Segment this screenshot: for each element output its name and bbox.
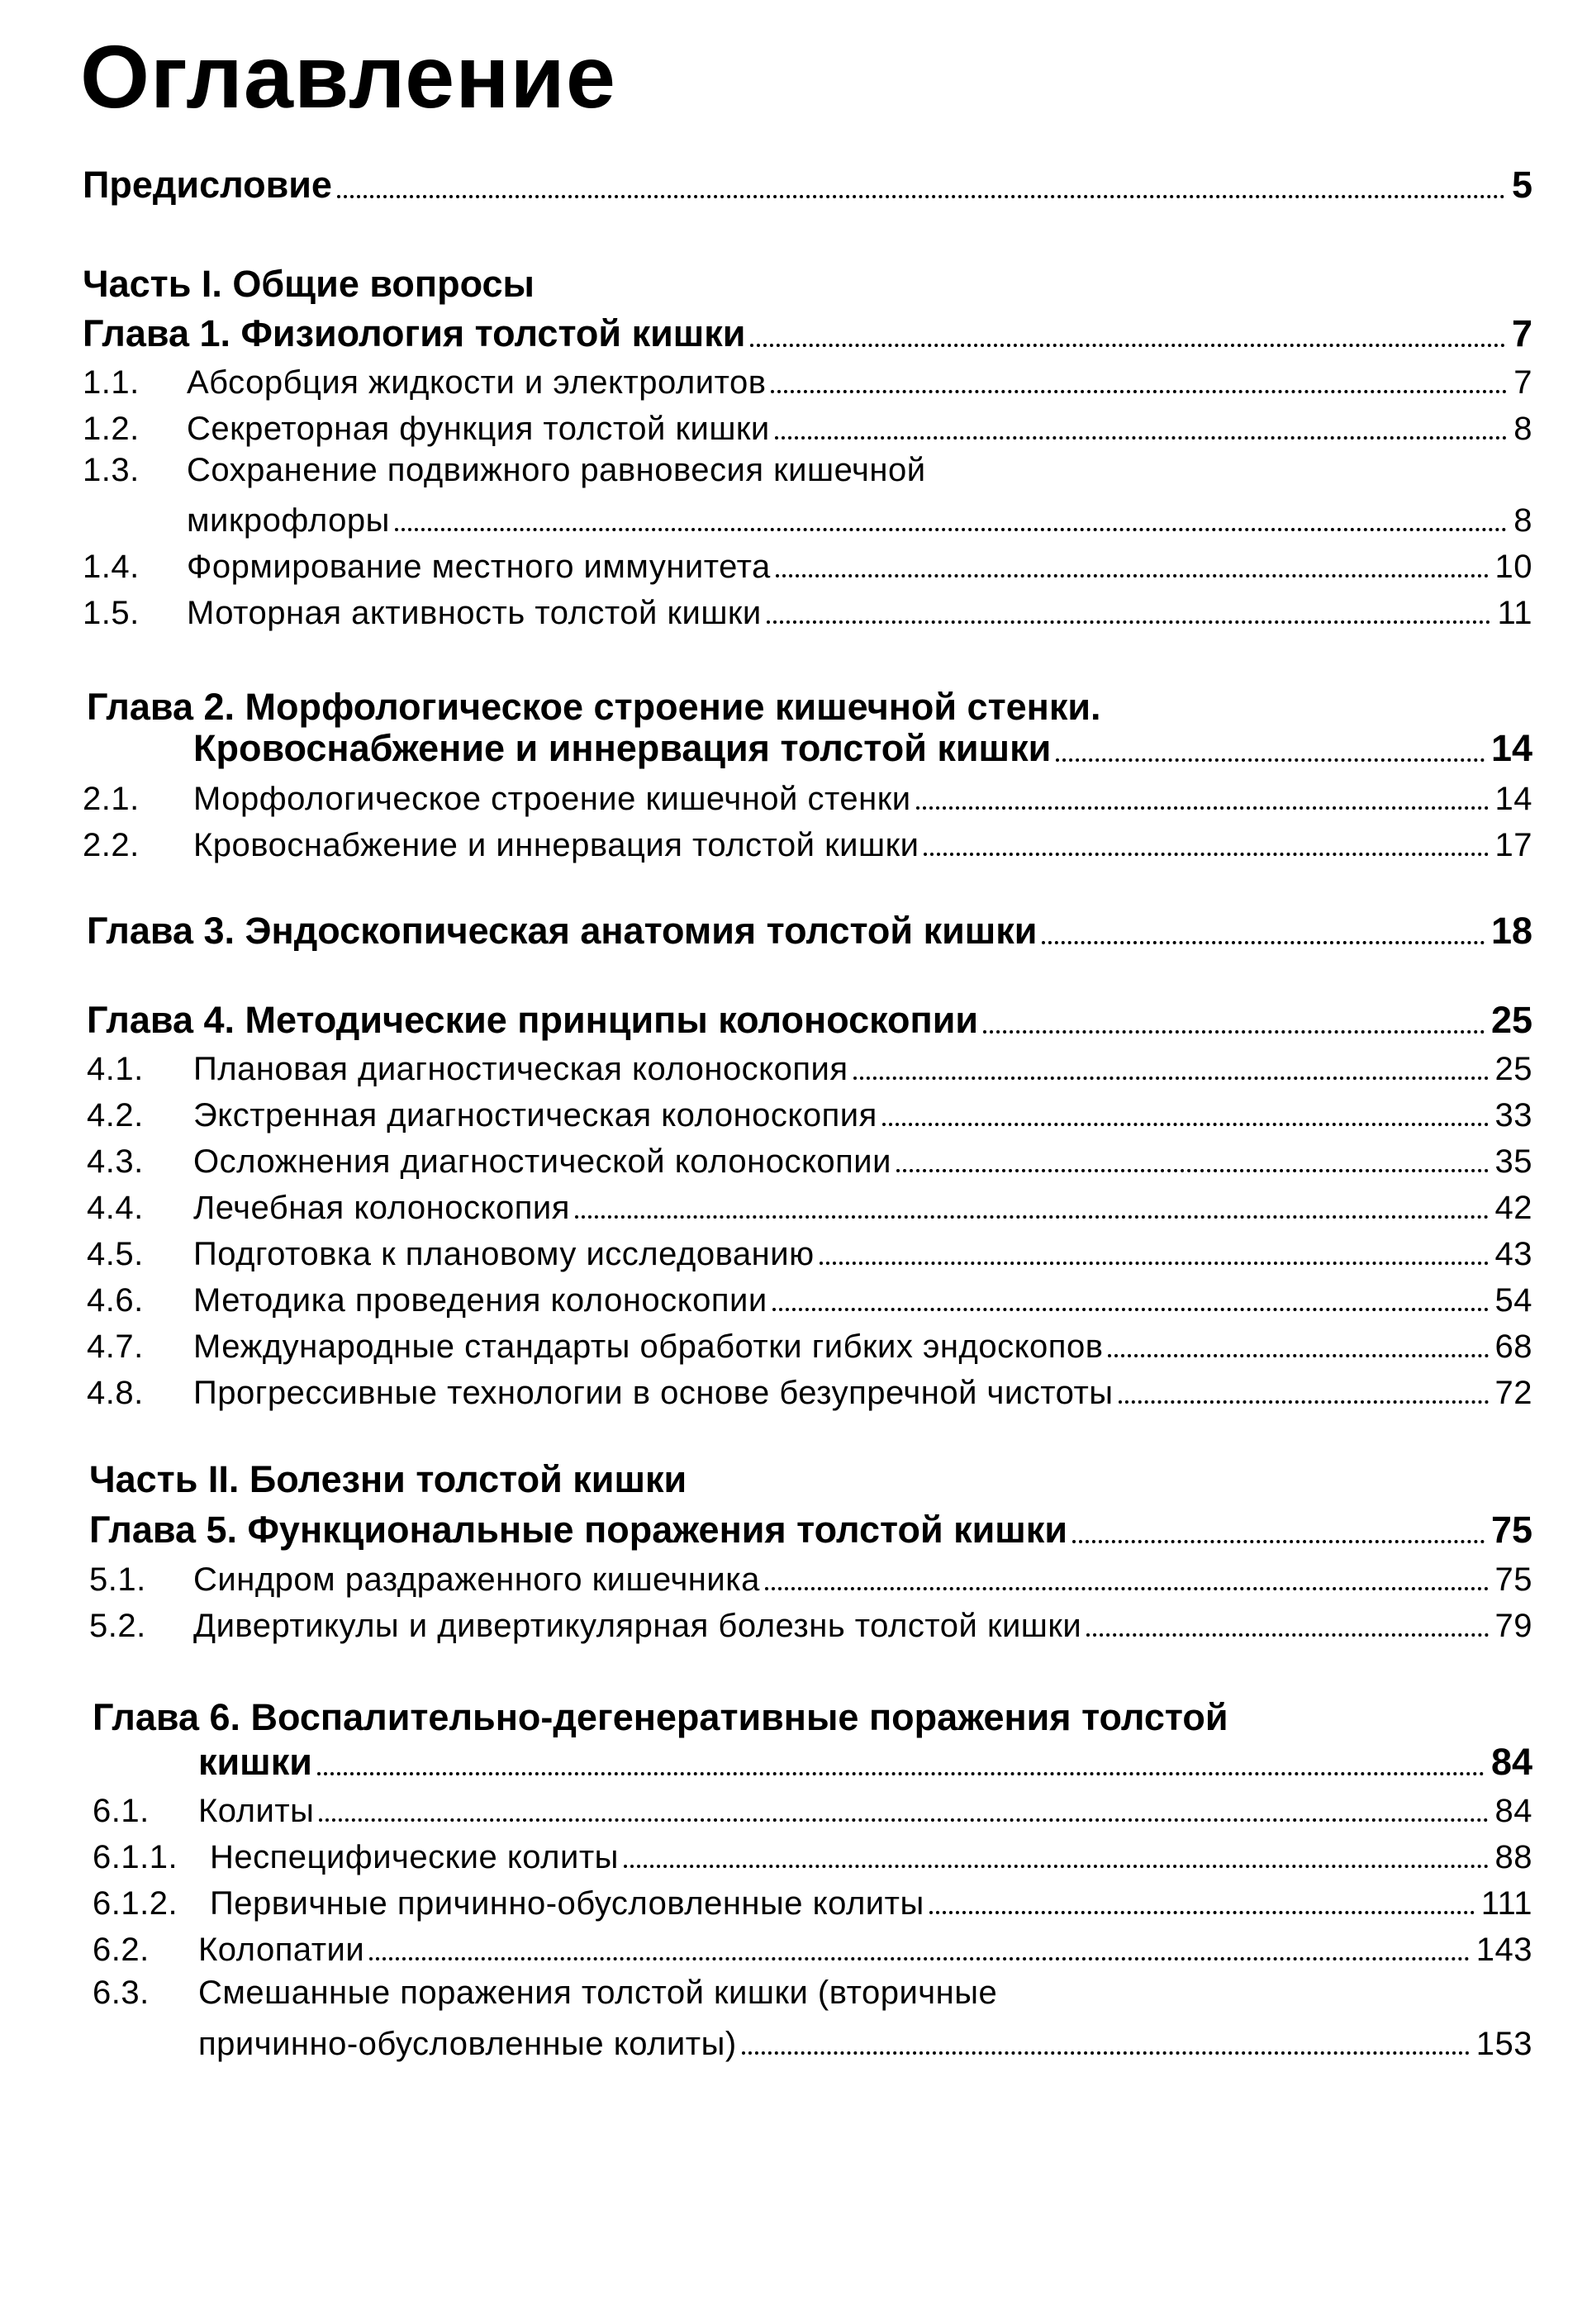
section-number: 5.2. xyxy=(89,1608,146,1644)
section-number: 2.1. xyxy=(83,781,140,817)
toc-section[interactable] xyxy=(87,1366,1532,1412)
toc-page-number: 14 xyxy=(1490,727,1532,769)
section-number: 4.3. xyxy=(87,1143,144,1180)
section-label: Секреторная функция толстой кишки xyxy=(187,411,770,447)
toc-section-continuation[interactable] xyxy=(198,2017,1532,2063)
dot-leader xyxy=(337,195,1505,198)
toc-page-number: 54 xyxy=(1494,1282,1532,1319)
section-number: 4.7. xyxy=(87,1328,144,1365)
toc-page-number: 14 xyxy=(1494,781,1532,817)
toc-chapter-label: Глава 4. Методические принципы колоноскопии xyxy=(87,999,979,1041)
toc-section[interactable] xyxy=(83,818,1532,864)
section-number: 6.2. xyxy=(93,1932,150,1968)
dot-leader xyxy=(772,1308,1489,1311)
dot-leader xyxy=(983,1030,1485,1034)
section-number: 1.4. xyxy=(83,549,140,585)
toc-chapter-6[interactable]: Глава 6. Воспалительно-дегенеративные поражения толстой xyxy=(93,1696,1228,1738)
toc-entry-preface[interactable] xyxy=(83,160,1532,207)
section-label: Формирование местного иммунитета xyxy=(187,549,771,585)
section-label: Неспецифические колиты xyxy=(210,1839,619,1875)
section-label: Кровоснабжение и иннервация толстой кишки xyxy=(193,827,919,863)
dot-leader xyxy=(319,1818,1488,1822)
toc-section[interactable] xyxy=(83,402,1532,448)
toc-page-number: 18 xyxy=(1490,910,1532,952)
section-label: Морфологическое строение кишечной стенки xyxy=(193,781,911,817)
section-label: Сохранение подвижного равновесия кишечной xyxy=(187,452,926,488)
toc-page-number: 84 xyxy=(1490,1741,1532,1783)
section-number: 6.1.1. xyxy=(93,1839,178,1875)
toc-section[interactable] xyxy=(93,1830,1532,1876)
section-label: причинно-обусловленные колиты) xyxy=(198,2026,737,2062)
section-number: 1.2. xyxy=(83,411,140,447)
toc-page-number: 10 xyxy=(1494,549,1532,585)
section-number: 1.5. xyxy=(83,595,140,631)
dot-leader xyxy=(575,1215,1489,1219)
section-number: 1.1. xyxy=(83,364,140,401)
section-label: Подготовка к плановому исследованию xyxy=(193,1236,815,1272)
toc-section[interactable] xyxy=(93,1922,1532,1969)
toc-page-number: 84 xyxy=(1494,1793,1532,1829)
section-label: Методика проведения колоноскопии xyxy=(193,1282,767,1319)
toc-page-number: 17 xyxy=(1494,827,1532,863)
toc-chapter-4[interactable] xyxy=(87,996,1532,1042)
section-number: 5.1. xyxy=(89,1561,146,1598)
toc-page-number: 7 xyxy=(1511,312,1532,354)
toc-chapter-label: Глава 5. Функциональные поражения толстой кишки xyxy=(89,1509,1067,1551)
toc-section[interactable] xyxy=(87,1181,1532,1227)
toc-page-number: 5 xyxy=(1511,164,1532,206)
dot-leader xyxy=(853,1076,1489,1080)
toc-section[interactable] xyxy=(83,539,1532,586)
toc-page-number: 33 xyxy=(1494,1097,1532,1133)
section-label: Плановая диагностическая колоноскопия xyxy=(193,1051,848,1087)
dot-leader xyxy=(896,1169,1489,1172)
toc-section[interactable] xyxy=(93,1975,997,2012)
toc-page-number: 72 xyxy=(1494,1375,1532,1411)
toc-chapter-1[interactable] xyxy=(83,309,1532,355)
toc-chapter-continuation[interactable] xyxy=(193,724,1532,770)
dot-leader xyxy=(767,620,1491,624)
toc-page-number: 68 xyxy=(1494,1328,1532,1365)
toc-page-number: 75 xyxy=(1494,1561,1532,1598)
dot-leader xyxy=(1108,1354,1488,1357)
dot-leader xyxy=(929,1911,1475,1914)
toc-chapter-label: Глава 1. Физиология толстой кишки xyxy=(83,312,746,354)
section-number: 4.5. xyxy=(87,1236,144,1272)
dot-leader xyxy=(820,1262,1489,1265)
toc-page-number: 11 xyxy=(1497,595,1532,631)
toc-section[interactable] xyxy=(93,1784,1532,1830)
section-label: Осложнения диагностической колоноскопии xyxy=(193,1143,891,1180)
section-label: Колопатии xyxy=(198,1932,365,1968)
dot-leader xyxy=(776,574,1489,577)
toc-chapter-2[interactable]: Глава 2. Морфологическое строение кишечной стенки. xyxy=(87,686,1101,728)
section-label: Международные стандарты обработки гибких эндоскопов xyxy=(193,1328,1104,1365)
section-label: Смешанные поражения толстой кишки (вторичные xyxy=(198,1975,998,2011)
toc-entry-label: Предисловие xyxy=(83,164,332,206)
toc-section[interactable] xyxy=(89,1552,1532,1599)
toc-page-number: 111 xyxy=(1480,1885,1532,1922)
toc-chapter-continuation[interactable] xyxy=(198,1737,1532,1784)
toc-page-number: 25 xyxy=(1490,999,1532,1041)
dot-leader xyxy=(916,806,1489,810)
toc-chapter-3[interactable] xyxy=(87,906,1532,953)
section-label: Прогрессивные технологии в основе безупречной чистоты xyxy=(193,1375,1114,1411)
toc-section[interactable] xyxy=(93,1876,1532,1922)
toc-chapter-5[interactable] xyxy=(89,1505,1532,1552)
toc-page-number: 35 xyxy=(1494,1143,1532,1180)
dot-leader xyxy=(1086,1633,1488,1637)
section-label: Абсорбция жидкости и электролитов xyxy=(187,364,767,401)
dot-leader xyxy=(771,390,1507,393)
section-label: Моторная активность толстой кишки xyxy=(187,595,762,631)
toc-section[interactable] xyxy=(87,1134,1532,1181)
toc-section[interactable] xyxy=(83,772,1532,818)
toc-page-number: 42 xyxy=(1494,1190,1532,1226)
dot-leader xyxy=(1056,758,1485,762)
section-label: Дивертикулы и дивертикулярная болезнь толстой кишки xyxy=(193,1608,1082,1644)
section-number: 6.1. xyxy=(93,1793,150,1829)
toc-section[interactable] xyxy=(89,1599,1532,1645)
section-number: 6.3. xyxy=(93,1975,150,2011)
toc-chapter-label: Глава 3. Эндоскопическая анатомия толстой кишки xyxy=(87,910,1038,952)
section-number: 4.6. xyxy=(87,1282,144,1319)
toc-section[interactable] xyxy=(87,1273,1532,1319)
dot-leader xyxy=(750,344,1505,347)
section-label: Первичные причинно-обусловленные колиты xyxy=(210,1885,924,1922)
dot-leader xyxy=(742,2051,1470,2055)
toc-section[interactable] xyxy=(87,1227,1532,1273)
toc-chapter-label: кишки xyxy=(198,1741,312,1783)
dot-leader xyxy=(882,1123,1489,1126)
section-label: Экстренная диагностическая колоноскопия xyxy=(193,1097,877,1133)
section-label: микрофлоры xyxy=(187,502,390,539)
toc-page-number: 43 xyxy=(1494,1236,1532,1272)
dot-leader xyxy=(1042,941,1484,944)
page-title: Оглавление xyxy=(80,26,616,126)
section-number: 1.3. xyxy=(83,452,140,488)
section-number: 4.1. xyxy=(87,1051,144,1087)
section-number: 2.2. xyxy=(83,827,140,863)
toc-section[interactable] xyxy=(83,586,1532,632)
dot-leader xyxy=(624,1865,1489,1868)
dot-leader xyxy=(369,1957,1470,1960)
dot-leader xyxy=(317,1772,1485,1775)
section-number: 6.1.2. xyxy=(93,1885,178,1922)
part-heading: Часть I. Общие вопросы xyxy=(83,263,535,305)
part-heading: Часть II. Болезни толстой кишки xyxy=(89,1458,687,1500)
toc-page-number: 153 xyxy=(1475,2026,1532,2062)
toc-page-number: 7 xyxy=(1513,364,1532,401)
toc-page-number: 75 xyxy=(1490,1509,1532,1551)
section-number: 4.4. xyxy=(87,1190,144,1226)
toc-section[interactable] xyxy=(83,355,1532,402)
dot-leader xyxy=(1072,1540,1485,1543)
dot-leader xyxy=(395,528,1507,531)
toc-section[interactable] xyxy=(87,1088,1532,1134)
section-label: Лечебная колоноскопия xyxy=(193,1190,570,1226)
toc-page-number: 8 xyxy=(1513,411,1532,447)
section-number: 4.2. xyxy=(87,1097,144,1133)
section-label: Колиты xyxy=(198,1793,315,1829)
toc-section[interactable] xyxy=(87,1042,1532,1088)
toc-chapter-label: Кровоснабжение и иннервация толстой кишки xyxy=(193,727,1052,769)
dot-leader xyxy=(1119,1400,1489,1404)
toc-page-number: 25 xyxy=(1494,1051,1532,1087)
section-number: 4.8. xyxy=(87,1375,144,1411)
toc-page-number: 143 xyxy=(1475,1932,1532,1968)
toc-page-number: 8 xyxy=(1513,502,1532,539)
toc-page-number: 88 xyxy=(1494,1839,1532,1875)
dot-leader xyxy=(765,1587,1489,1590)
dot-leader xyxy=(775,436,1507,440)
toc-page-number: 79 xyxy=(1494,1608,1532,1644)
toc-section[interactable] xyxy=(83,452,926,489)
dot-leader xyxy=(924,853,1488,856)
toc-section[interactable] xyxy=(87,1319,1532,1366)
section-label: Синдром раздраженного кишечника xyxy=(193,1561,760,1598)
toc-section-continuation[interactable] xyxy=(187,493,1532,539)
